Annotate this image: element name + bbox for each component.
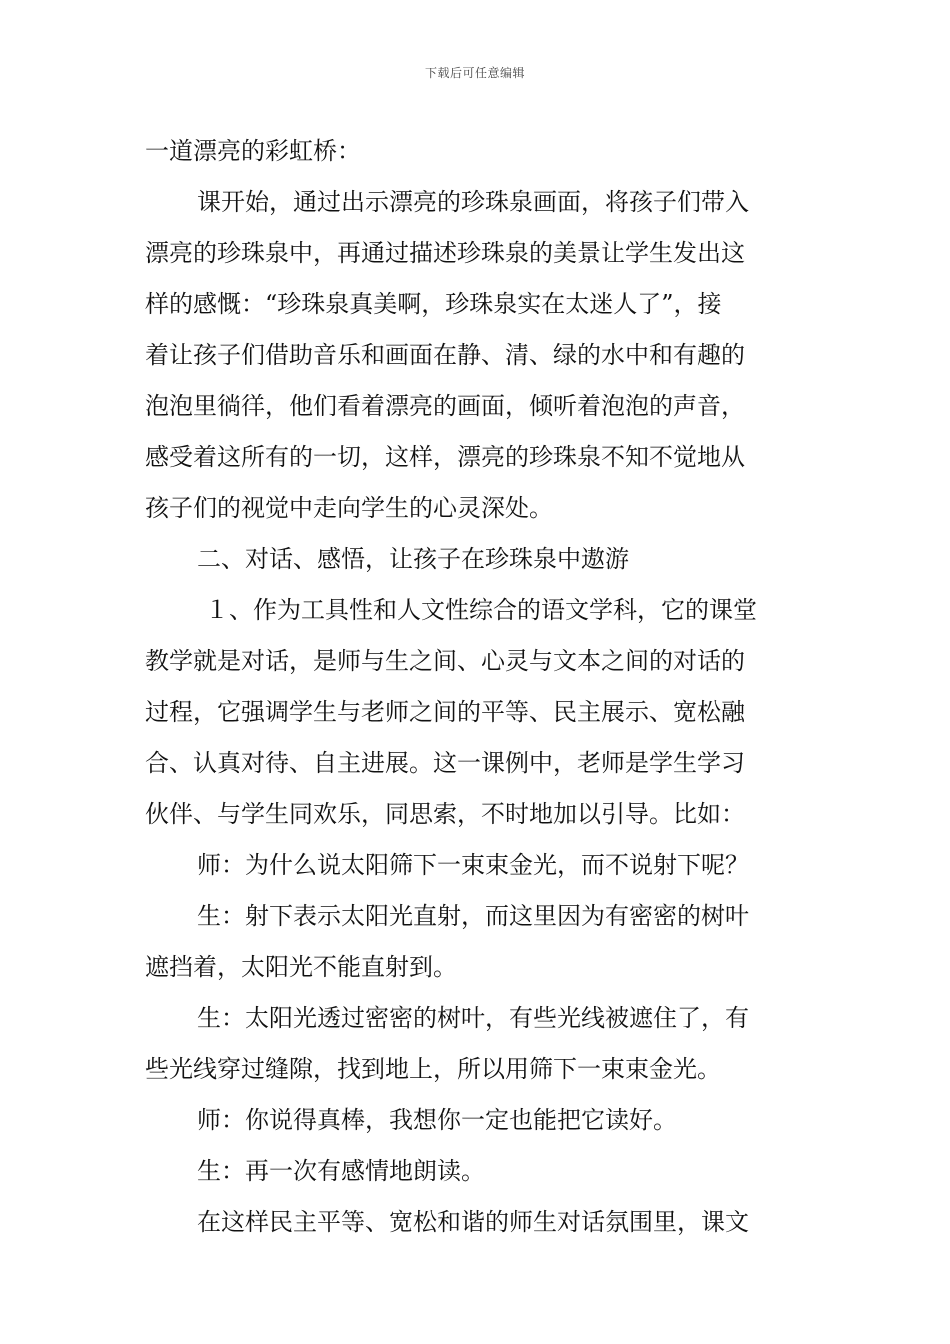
text-line: 些光线穿过缝隙，找到地上，所以用筛下一束束金光。 — [145, 1055, 721, 1083]
page-header: 下载后可任意编辑 — [424, 66, 525, 80]
text-line: 样的感慨：“珍珠泉真美啊，珍珠泉实在太迷人了”，接 — [145, 290, 722, 318]
text-line: 一道漂亮的彩虹桥： — [145, 137, 361, 165]
text-line: 过程，它强调学生与老师之间的平等、民主展示、宽松融 — [145, 698, 745, 726]
text-line: 漂亮的珍珠泉中，再通过描述珍珠泉的美景让学生发出这 — [145, 239, 745, 267]
dialogue-line: 师：为什么说太阳筛下一束束金光，而不说射下呢？ — [197, 851, 749, 879]
dialogue-line: 生：再一次有感情地朗读。 — [197, 1157, 485, 1185]
dialogue-line: 生：射下表示太阳光直射，而这里因为有密密的树叶 — [197, 902, 749, 930]
text-line: 遮挡着，太阳光不能直射到。 — [145, 953, 457, 981]
text-line: 合、认真对待、自主进展。这一课例中，老师是学生学习 — [145, 749, 745, 777]
text-line: 教学就是对话，是师与生之间、心灵与文本之间的对话的 — [145, 647, 745, 675]
text-line: 在这样民主平等、宽松和谐的师生对话氛围里，课文 — [197, 1208, 749, 1236]
dialogue-line: 师：你说得真棒，我想你一定也能把它读好。 — [197, 1106, 677, 1134]
body-text — [145, 126, 805, 1248]
text-line: 感受着这所有的一切，这样，漂亮的珍珠泉不知不觉地从 — [145, 443, 745, 471]
text-line: 孩子们的视觉中走向学生的心灵深处。 — [145, 494, 553, 522]
text-line: １、作为工具性和人文性综合的语文学科，它的课堂 — [205, 596, 757, 624]
text-line: 伙伴、与学生同欢乐，同思索，不时地加以引导。比如： — [145, 800, 745, 828]
text-line: 课开始，通过出示漂亮的珍珠泉画面，将孩子们带入 — [197, 188, 749, 216]
dialogue-line: 生：太阳光透过密密的树叶，有些光线被遮住了，有 — [197, 1004, 749, 1032]
section-heading: 二、对话、感悟，让孩子在珍珠泉中遨游 — [197, 545, 629, 573]
text-line: 泡泡里徜徉，他们看着漂亮的画面，倾听着泡泡的声音， — [145, 392, 745, 420]
text-line: 着让孩子们借助音乐和画面在静、清、绿的水中和有趣的 — [145, 341, 745, 369]
